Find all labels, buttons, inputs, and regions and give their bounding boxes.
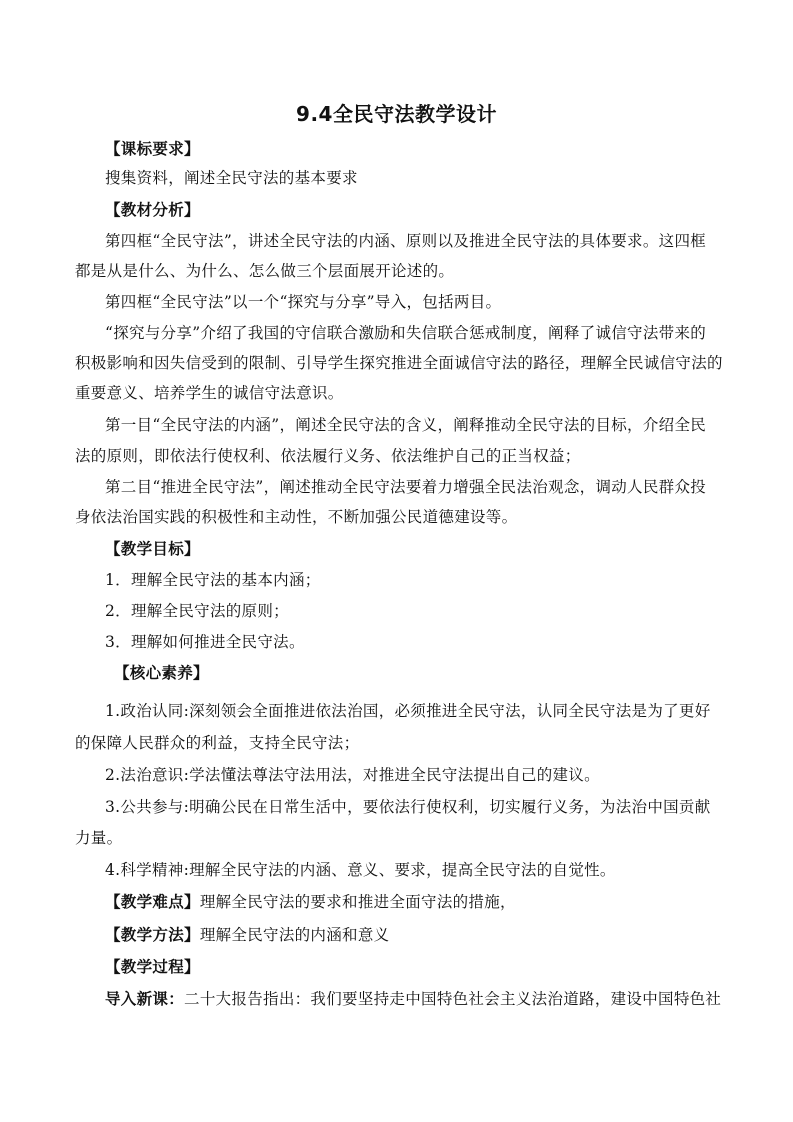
goals-heading: 【教学目标】 xyxy=(105,540,200,558)
goal-item-1: 1．理解全民守法的基本内涵； xyxy=(105,571,321,589)
standard-text: 搜集资料，阐述全民守法的基本要求 xyxy=(105,169,358,187)
standard-heading: 【课标要求】 xyxy=(105,140,200,158)
analysis-paragraph-3-line-1: “探究与分享”介绍了我国的守信联合激励和失信联合惩戒制度，阐释了诚信守法带来的 xyxy=(105,324,707,342)
difficulty-heading: 【教学难点】 xyxy=(105,893,200,911)
analysis-paragraph-2: 第四框“全民守法”以一个“探究与分享”导入，包括两目。 xyxy=(105,293,502,311)
analysis-paragraph-4-line-1: 第一目“全民守法的内涵”，阐述全民守法的含义，阐释推动全民守法的目标，介绍全民 xyxy=(105,416,707,434)
analysis-paragraph-1-line-2: 都是从是什么、为什么、怎么做三个层面展开论述的。 xyxy=(75,262,455,280)
difficulty-text: 理解全民守法的要求和推进全面守法的措施， xyxy=(199,893,516,911)
analysis-paragraph-4-line-2: 法的原则，即依法行使权利、依法履行义务、依法维护自己的正当权益； xyxy=(75,447,581,465)
analysis-paragraph-5-line-2: 身依法治国实践的积极性和主动性，不断加强公民道德建设等。 xyxy=(75,508,518,526)
goal-item-3: 3．理解如何推进全民守法。 xyxy=(105,633,305,651)
literacy-item-1-line-2: 的保障人民群众的利益，支持全民守法； xyxy=(75,734,360,752)
literacy-item-2: 2.法治意识:学法懂法尊法守法用法，对推进全民守法提出自己的建议。 xyxy=(105,766,600,784)
analysis-paragraph-1-line-1: 第四框“全民守法”，讲述全民守法的内涵、原则以及推进全民守法的具体要求。这四框 xyxy=(105,232,707,250)
goal-item-2: 2．理解全民守法的原则； xyxy=(105,602,289,620)
analysis-paragraph-5-line-1: 第二目“推进全民守法”，阐述推动全民守法要着力增强全民法治观念，调动人民群众投 xyxy=(105,478,707,496)
analysis-paragraph-3-line-2: 积极影响和因失信受到的限制、引导学生探究推进全面诚信守法的路径，理解全民诚信守法的 xyxy=(75,354,723,372)
literacy-item-1-line-1: 1.政治认同:深刻领会全面推进依法治国，必须推进全民守法，认同全民守法是为了更好 xyxy=(105,702,711,720)
analysis-paragraph-3-line-3: 重要意义、培养学生的诚信守法意识。 xyxy=(75,384,344,402)
process-intro-text: 二十大报告指出：我们要坚持走中国特色社会主义法治道路，建设中国特色社 xyxy=(184,990,722,1008)
difficulty-line xyxy=(105,892,516,912)
literacy-heading: 【核心素养】 xyxy=(114,664,209,682)
literacy-item-4: 4.科学精神:理解全民守法的内涵、意义、要求，提高全民守法的自觉性。 xyxy=(105,861,616,879)
process-intro-line xyxy=(105,989,721,1009)
page-title: 9.4全民守法教学设计 xyxy=(296,102,497,126)
literacy-item-3-line-1: 3.公共参与:明确公民在日常生活中，要依法行使权利，切实履行义务，为法治中国贡献 xyxy=(105,798,711,816)
method-text: 理解全民守法的内涵和意义 xyxy=(199,926,390,944)
process-intro-label: 导入新课： xyxy=(105,990,185,1008)
process-heading: 【教学过程】 xyxy=(105,958,200,976)
analysis-heading: 【教材分析】 xyxy=(105,201,200,219)
method-heading: 【教学方法】 xyxy=(105,926,200,944)
literacy-item-3-line-2: 力量。 xyxy=(75,829,123,847)
method-line xyxy=(105,925,389,945)
